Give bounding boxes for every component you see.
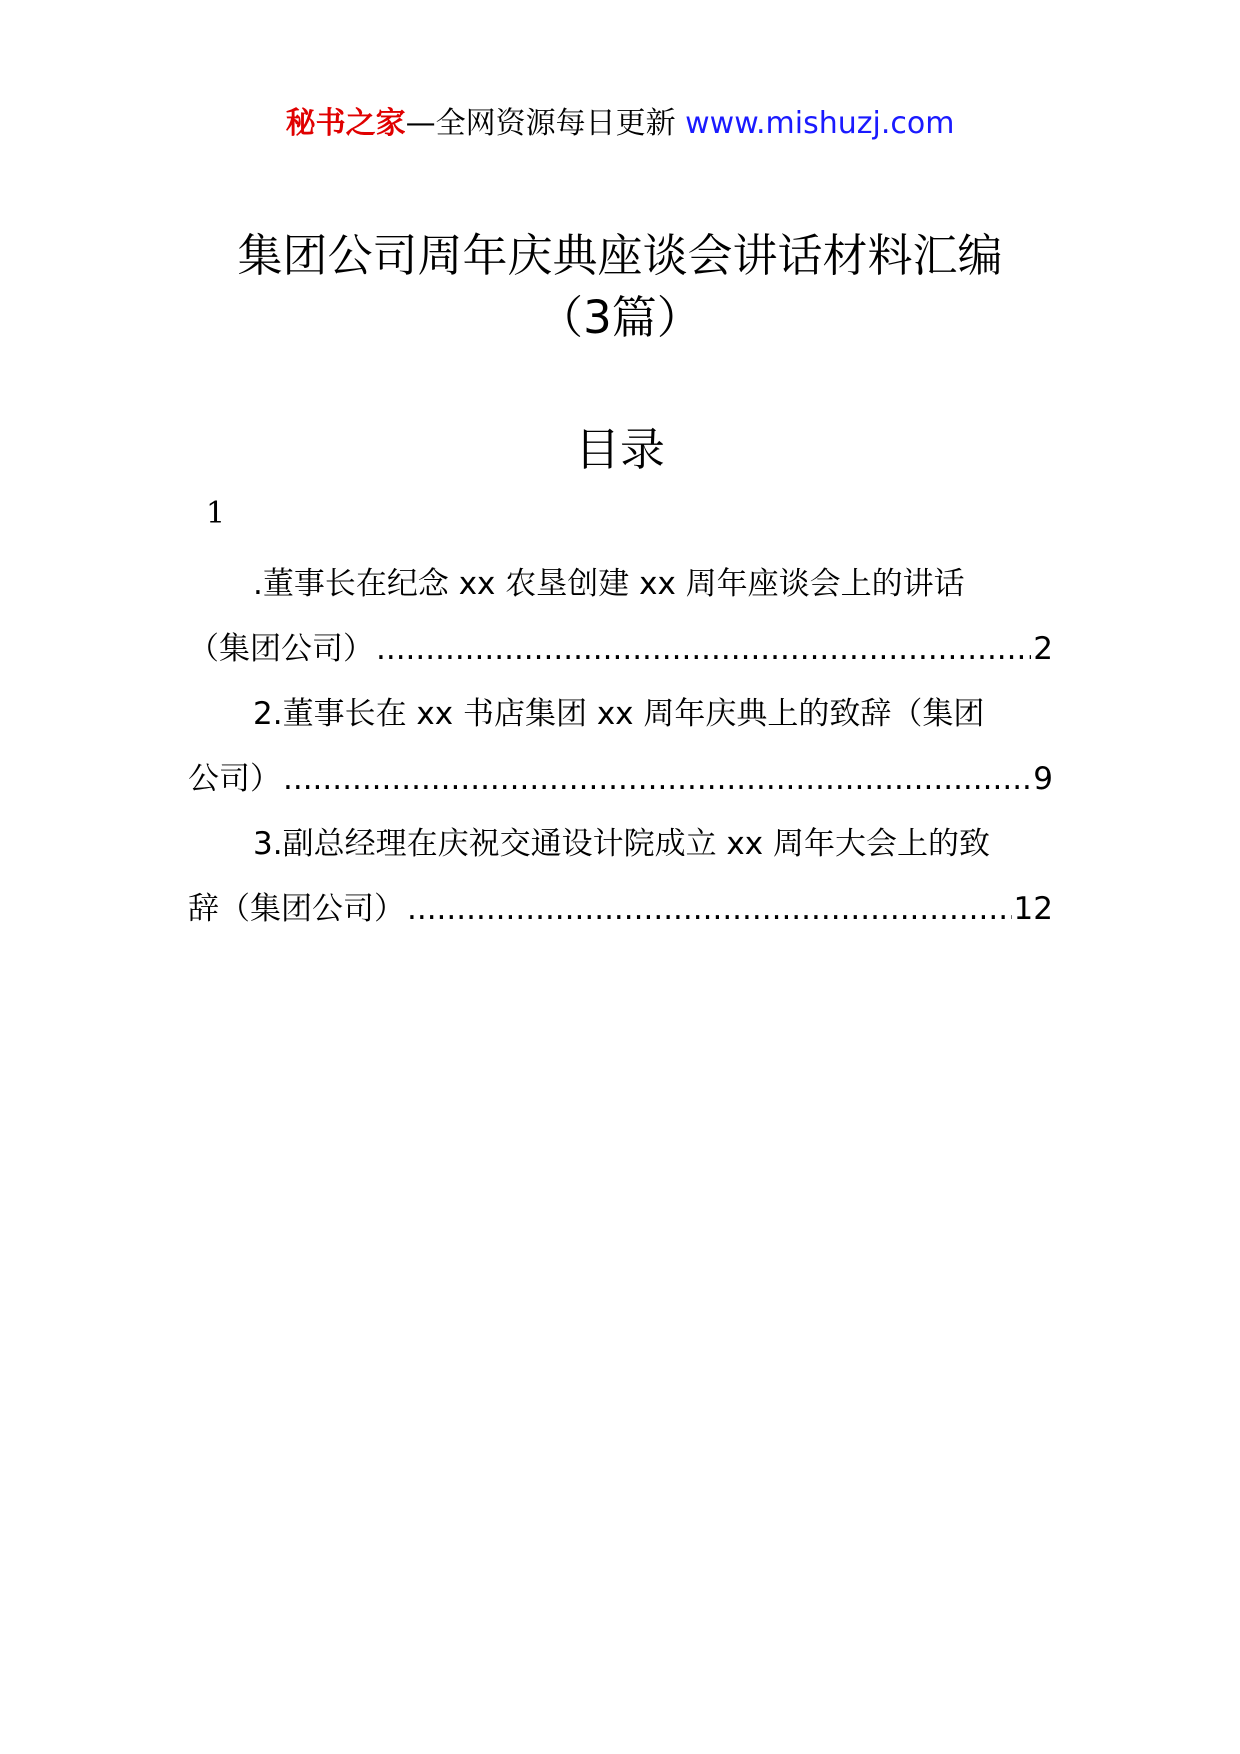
toc-entry-leader-line	[188, 617, 1053, 682]
toc-page-number: 12	[1013, 891, 1053, 927]
toc-entry-title	[188, 682, 1053, 747]
toc-entry-2[interactable]	[188, 682, 1053, 812]
banner-tagline: —全网资源每日更新	[405, 106, 686, 141]
toc-entry-title	[188, 552, 1053, 617]
site-banner	[0, 104, 1240, 144]
dot-leader	[283, 747, 1031, 812]
brand-name: 秘书之家	[285, 106, 406, 141]
toc-heading: 目录	[574, 423, 665, 476]
toc-entry-line2: 公司）	[188, 761, 281, 797]
toc-entry-title	[188, 812, 1053, 877]
toc-entry-line1: 2.董事长在 xx 书店集团 xx 周年庆典上的致辞（集团	[253, 696, 985, 732]
toc-entry-leader-line	[188, 877, 1053, 942]
list-number-marker: 1	[206, 496, 226, 531]
toc-entry-line1: 3.副总经理在庆祝交通设计院成立 xx 周年大会上的致	[253, 826, 990, 862]
toc-page-number: 9	[1033, 761, 1053, 797]
toc-entry-3[interactable]	[188, 812, 1053, 942]
toc-entry-line2: 辞（集团公司）	[188, 891, 405, 927]
toc-entry-line1: .董事长在纪念 xx 农垦创建 xx 周年座谈会上的讲话	[253, 566, 965, 602]
title-line-2: （3篇）	[538, 291, 702, 344]
dot-leader	[376, 617, 1031, 682]
title-line-1: 集团公司周年庆典座谈会讲话材料汇编	[237, 229, 1003, 282]
table-of-contents	[188, 552, 1053, 942]
toc-entry-line2: （集团公司）	[188, 631, 374, 667]
site-link[interactable]: www.mishuzj.com	[685, 106, 955, 141]
toc-entry-leader-line	[188, 747, 1053, 812]
toc-page-number: 2	[1033, 631, 1053, 667]
toc-entry-1[interactable]	[188, 552, 1053, 682]
dot-leader	[407, 877, 1012, 942]
document-title	[0, 225, 1240, 349]
